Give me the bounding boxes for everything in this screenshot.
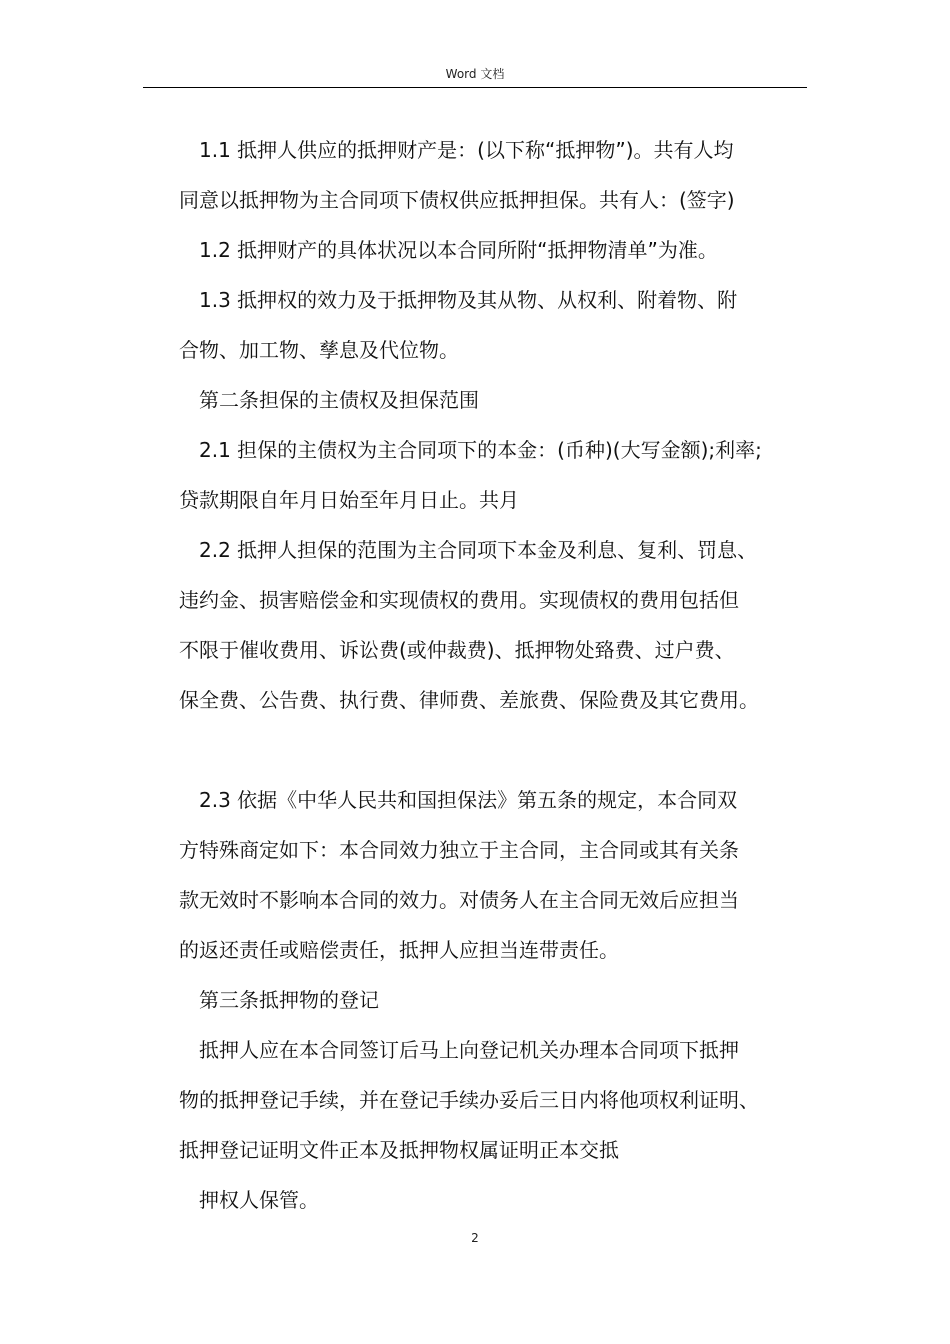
- paragraph-line: 不限于催收费用、诉讼费(或仲裁费)、抵押物处臵费、过户费、: [179, 638, 735, 662]
- paragraph-line: 同意以抵押物为主合同项下债权供应抵押担保。共有人：(签字): [179, 188, 735, 212]
- paragraph-line: 1.1 抵押人供应的抵押财产是：(以下称“抵押物”)。共有人均: [199, 138, 734, 162]
- paragraph-line: 2.3 依据《中华人民共和国担保法》第五条的规定，本合同双: [199, 788, 738, 812]
- page-header: Word 文档: [445, 67, 505, 81]
- paragraph-line: 款无效时不影响本合同的效力。对债务人在主合同无效后应担当: [179, 888, 739, 912]
- blank-line: [179, 725, 819, 775]
- paragraph-line: 违约金、损害赔偿金和实现债权的费用。实现债权的费用包括但: [179, 588, 739, 612]
- paragraph-line: 2.1 担保的主债权为主合同项下的本金：(币种)(大写金额);利率;: [199, 438, 762, 462]
- paragraph-line: 物的抵押登记手续，并在登记手续办妥后三日内将他项权利证明、: [179, 1088, 759, 1112]
- paragraph-line: 1.2 抵押财产的具体状况以本合同所附“抵押物清单”为准。: [199, 238, 718, 262]
- paragraph-line: 2.2 抵押人担保的范围为主合同项下本金及利息、复利、罚息、: [199, 538, 758, 562]
- paragraph-line: 抵押登记证明文件正本及抵押物权属证明正本交抵: [179, 1138, 619, 1162]
- section-heading: 第三条抵押物的登记: [199, 988, 379, 1012]
- header-divider: [143, 87, 807, 88]
- page-number: 2: [471, 1231, 479, 1245]
- paragraph-line: 抵押人应在本合同签订后马上向登记机关办理本合同项下抵押: [199, 1038, 739, 1062]
- paragraph-line: 1.3 抵押权的效力及于抵押物及其从物、从权利、附着物、附: [199, 288, 738, 312]
- paragraph-line: 方特殊商定如下：本合同效力独立于主合同，主合同或其有关条: [179, 838, 739, 862]
- paragraph-line: 押权人保管。: [199, 1188, 319, 1212]
- section-heading: 第二条担保的主债权及担保范围: [199, 388, 479, 412]
- paragraph-line: 保全费、公告费、执行费、律师费、差旅费、保险费及其它费用。: [179, 688, 759, 712]
- paragraph-line: 的返还责任或赔偿责任，抵押人应担当连带责任。: [179, 938, 619, 962]
- paragraph-line: 贷款期限自年月日始至年月日止。共月: [179, 488, 519, 512]
- paragraph-line: 合物、加工物、孳息及代位物。: [179, 338, 459, 362]
- document-body: [179, 125, 819, 1225]
